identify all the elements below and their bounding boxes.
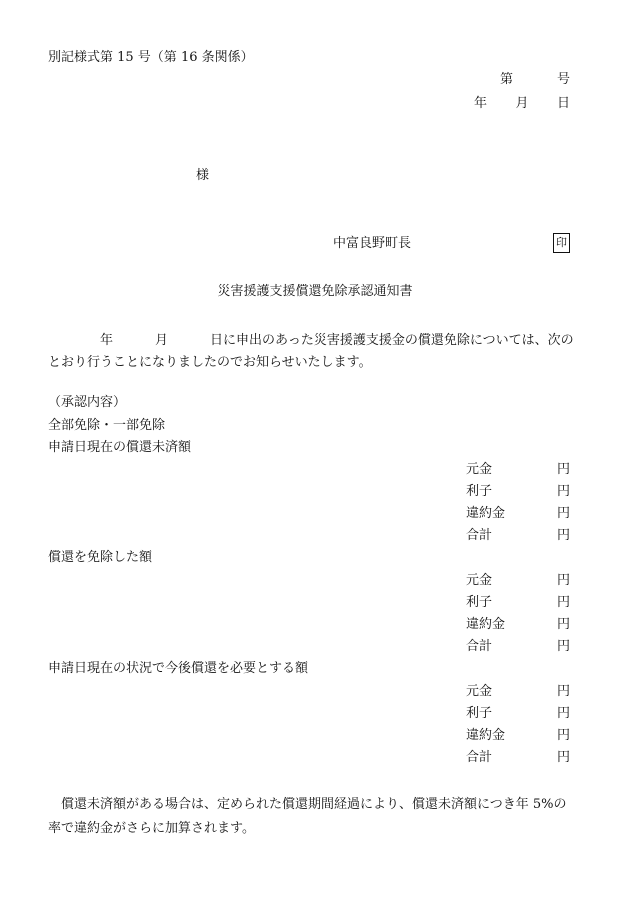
amount-label: 合計: [466, 528, 493, 543]
amount-label: 元金: [466, 573, 493, 588]
yen-unit: 円: [556, 728, 570, 743]
section-label-exempted: 償還を免除した額: [48, 550, 153, 565]
amount-row: [466, 639, 570, 655]
body-paragraph: [48, 330, 578, 374]
amount-label: 違約金: [466, 617, 506, 632]
amount-label: 利子: [466, 484, 493, 499]
form-id: 別記様式第 15 号（第 16 条関係）: [48, 50, 254, 65]
amount-label: 合計: [466, 750, 493, 765]
yen-unit: 円: [556, 528, 570, 543]
yen-unit: 円: [556, 639, 570, 654]
amount-row: [466, 706, 570, 722]
yen-unit: 円: [556, 706, 570, 721]
yen-unit: 円: [556, 617, 570, 632]
amount-label: 利子: [466, 595, 493, 610]
date-month: 月: [515, 96, 529, 111]
body-month: 月: [155, 333, 169, 348]
seal-mark: 印: [553, 233, 570, 253]
document-number-line: [500, 72, 570, 88]
amount-label: 利子: [466, 706, 493, 721]
yen-unit: 円: [556, 573, 570, 588]
amount-row: [466, 684, 570, 700]
section-label-outstanding: 申請日現在の償還未済額: [48, 440, 192, 455]
exemption-type: 全部免除・一部免除: [48, 418, 166, 433]
amount-row: [466, 484, 570, 500]
amount-row: [466, 528, 570, 544]
date-day: 日: [556, 96, 570, 111]
issuer-name: 中富良野町長: [333, 236, 412, 251]
issue-date-line: [474, 96, 570, 112]
amount-label: 元金: [466, 462, 493, 477]
section-label-remaining: 申請日現在の状況で今後償還を必要とする額: [48, 661, 309, 676]
amount-row: [466, 573, 570, 589]
penalty-note: 償還未済額がある場合は、定められた償還期間経過により、償還未済額につき年 5%の率で違約金がさらに加算されます。: [48, 797, 567, 836]
amount-label: 合計: [466, 639, 493, 654]
date-year: 年: [474, 96, 488, 111]
amount-row: [466, 595, 570, 611]
amount-label: 元金: [466, 684, 493, 699]
recipient-honorific: 様: [196, 168, 210, 183]
yen-unit: 円: [556, 750, 570, 765]
body-text: 日に申出のあった災害援護支援金の償還免除については、次のとおり行うことになりましたのでお知らせいたします。: [48, 333, 574, 370]
amount-label: 違約金: [466, 728, 506, 743]
amount-row: [466, 462, 570, 478]
number-prefix: 第: [500, 72, 514, 87]
yen-unit: 円: [556, 484, 570, 499]
yen-unit: 円: [556, 506, 570, 521]
amount-row: [466, 728, 570, 744]
amount-row: [466, 506, 570, 522]
body-year: 年: [100, 333, 114, 348]
details-heading: （承認内容）: [48, 395, 127, 410]
yen-unit: 円: [556, 595, 570, 610]
amount-label: 違約金: [466, 506, 506, 521]
amount-row: [466, 617, 570, 633]
amount-row: [466, 750, 570, 766]
number-suffix: 号: [556, 72, 570, 87]
document-title: 災害援護支援償還免除承認通知書: [217, 284, 413, 299]
yen-unit: 円: [556, 684, 570, 699]
yen-unit: 円: [556, 462, 570, 477]
